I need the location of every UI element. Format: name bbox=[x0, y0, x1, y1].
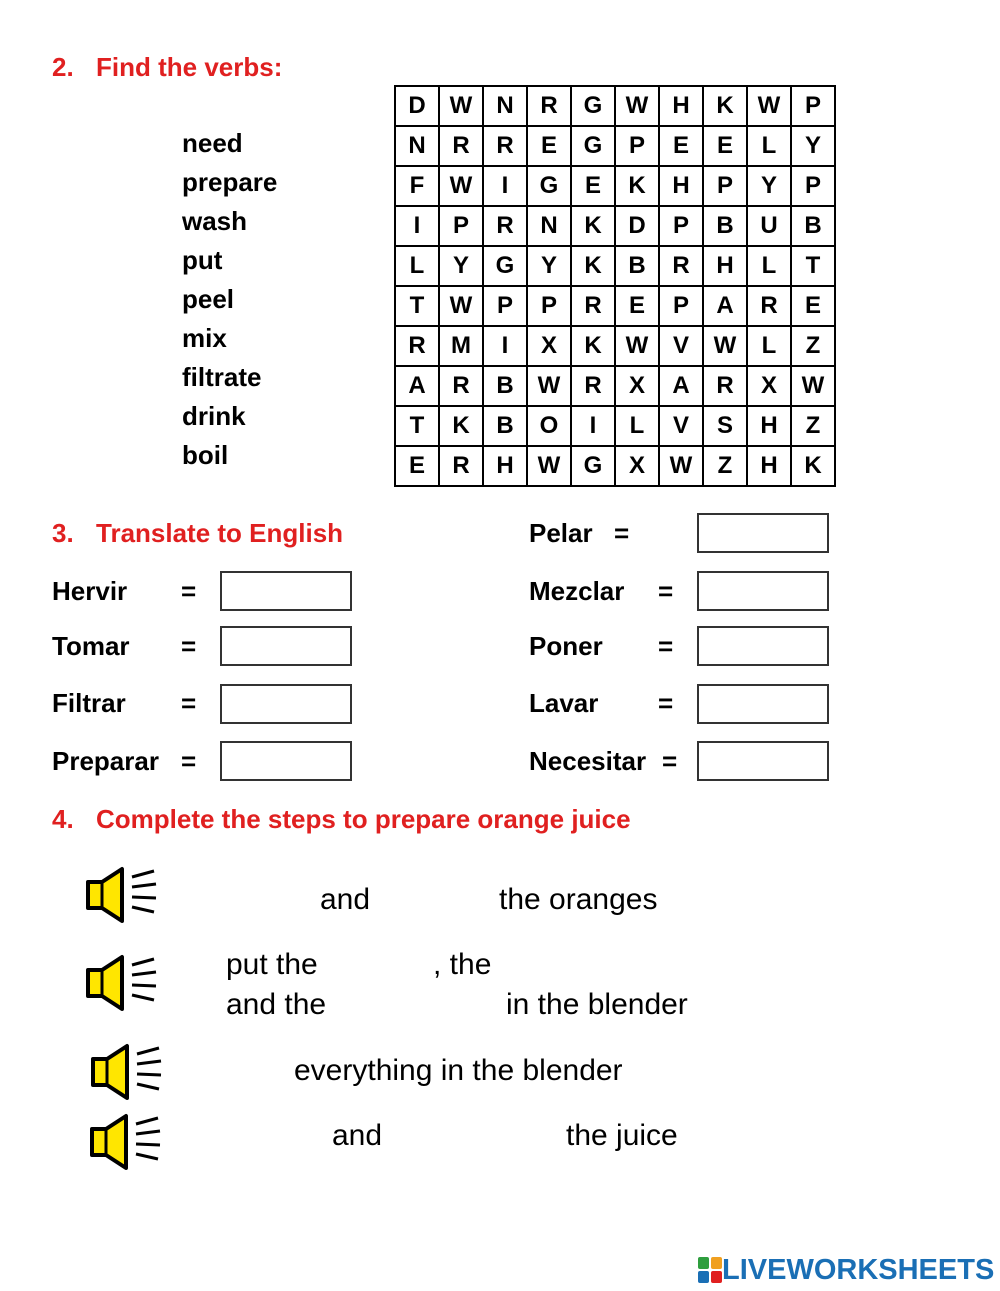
translate-label-necesitar: Necesitar bbox=[529, 746, 647, 776]
translate-label-tomar: Tomar bbox=[52, 631, 130, 661]
grid-row bbox=[395, 446, 835, 486]
grid-cell[interactable]: L bbox=[395, 246, 439, 286]
grid-cell[interactable]: T bbox=[395, 286, 439, 326]
grid-row bbox=[395, 206, 835, 246]
grid-cell[interactable]: E bbox=[615, 286, 659, 326]
grid-cell[interactable]: W bbox=[791, 366, 835, 406]
grid-cell[interactable]: E bbox=[571, 166, 615, 206]
grid-cell[interactable]: N bbox=[483, 86, 527, 126]
step-1-text-b: the oranges bbox=[499, 883, 658, 916]
verb-word: prepare bbox=[182, 167, 278, 197]
grid-cell[interactable]: W bbox=[439, 286, 483, 326]
grid-row bbox=[395, 166, 835, 206]
speaker-icon[interactable] bbox=[84, 865, 160, 925]
grid-cell[interactable]: K bbox=[703, 86, 747, 126]
grid-cell[interactable]: L bbox=[747, 246, 791, 286]
grid-cell[interactable]: E bbox=[703, 126, 747, 166]
answer-box-filtrar[interactable] bbox=[220, 684, 352, 724]
grid-cell[interactable]: H bbox=[483, 446, 527, 486]
step-2-text-a: put the bbox=[226, 948, 318, 981]
grid-cell[interactable]: Z bbox=[703, 446, 747, 486]
equals-sign: = bbox=[181, 688, 197, 718]
grid-cell[interactable]: X bbox=[747, 366, 791, 406]
grid-cell[interactable]: T bbox=[395, 406, 439, 446]
grid-cell[interactable]: F bbox=[395, 166, 439, 206]
verb-list bbox=[182, 124, 277, 475]
grid-cell[interactable]: O bbox=[527, 406, 571, 446]
grid-cell[interactable]: D bbox=[615, 206, 659, 246]
grid-cell[interactable]: X bbox=[527, 326, 571, 366]
grid-cell[interactable]: L bbox=[747, 326, 791, 366]
answer-box-necesitar[interactable] bbox=[697, 741, 829, 781]
step-2-text-b: , the bbox=[433, 948, 492, 981]
grid-cell[interactable]: H bbox=[747, 406, 791, 446]
equals-sign: = bbox=[658, 688, 674, 718]
grid-cell[interactable]: W bbox=[439, 86, 483, 126]
grid-cell[interactable]: R bbox=[747, 286, 791, 326]
answer-box-pelar[interactable] bbox=[697, 513, 829, 553]
grid-cell[interactable]: R bbox=[527, 86, 571, 126]
verb-word: boil bbox=[182, 440, 229, 470]
speaker-icon[interactable] bbox=[84, 953, 160, 1013]
equals-sign: = bbox=[181, 746, 197, 776]
grid-cell[interactable]: G bbox=[483, 246, 527, 286]
verb-word: mix bbox=[182, 323, 227, 353]
word-search-grid[interactable] bbox=[394, 85, 836, 487]
section-3-heading bbox=[52, 518, 343, 549]
grid-cell[interactable]: D bbox=[395, 86, 439, 126]
grid-cell[interactable]: K bbox=[439, 406, 483, 446]
grid-cell[interactable]: K bbox=[791, 446, 835, 486]
grid-cell[interactable]: B bbox=[791, 206, 835, 246]
grid-cell[interactable]: A bbox=[659, 366, 703, 406]
grid-cell[interactable]: V bbox=[659, 326, 703, 366]
answer-box-tomar[interactable] bbox=[220, 626, 352, 666]
grid-cell[interactable]: I bbox=[395, 206, 439, 246]
answer-box-hervir[interactable] bbox=[220, 571, 352, 611]
step-4-text-b: the juice bbox=[566, 1119, 678, 1152]
verb-word: drink bbox=[182, 401, 246, 431]
step-2-text-d: in the blender bbox=[506, 988, 688, 1021]
translate-label-filtrar: Filtrar bbox=[52, 688, 126, 718]
equals-sign: = bbox=[181, 576, 197, 606]
grid-cell[interactable]: N bbox=[527, 206, 571, 246]
grid-cell[interactable]: X bbox=[615, 366, 659, 406]
grid-cell[interactable]: W bbox=[659, 446, 703, 486]
grid-row bbox=[395, 126, 835, 166]
verb-word: need bbox=[182, 128, 243, 158]
grid-cell[interactable]: R bbox=[571, 366, 615, 406]
grid-cell[interactable]: H bbox=[659, 86, 703, 126]
grid-cell[interactable]: M bbox=[439, 326, 483, 366]
equals-sign: = bbox=[658, 576, 674, 606]
grid-cell[interactable]: S bbox=[703, 406, 747, 446]
grid-cell[interactable]: Z bbox=[791, 326, 835, 366]
grid-cell[interactable]: E bbox=[791, 286, 835, 326]
equals-sign: = bbox=[662, 746, 678, 776]
grid-cell[interactable]: Y bbox=[527, 246, 571, 286]
grid-cell[interactable]: K bbox=[571, 206, 615, 246]
grid-row bbox=[395, 366, 835, 406]
grid-cell[interactable]: H bbox=[747, 446, 791, 486]
grid-cell[interactable]: E bbox=[395, 446, 439, 486]
translate-label-pelar: Pelar bbox=[529, 518, 593, 548]
verb-word: filtrate bbox=[182, 362, 262, 392]
grid-cell[interactable]: W bbox=[439, 166, 483, 206]
grid-cell[interactable]: G bbox=[571, 126, 615, 166]
grid-cell[interactable]: U bbox=[747, 206, 791, 246]
grid-cell[interactable]: E bbox=[659, 126, 703, 166]
grid-row bbox=[395, 406, 835, 446]
grid-cell[interactable]: I bbox=[571, 406, 615, 446]
grid-cell[interactable]: N bbox=[395, 126, 439, 166]
grid-cell[interactable]: W bbox=[527, 446, 571, 486]
answer-box-preparar[interactable] bbox=[220, 741, 352, 781]
grid-cell[interactable]: Z bbox=[791, 406, 835, 446]
grid-cell[interactable]: W bbox=[615, 326, 659, 366]
grid-cell[interactable]: P bbox=[791, 86, 835, 126]
grid-cell[interactable]: B bbox=[483, 406, 527, 446]
grid-row bbox=[395, 286, 835, 326]
section-3-title: Translate to English bbox=[96, 518, 344, 548]
grid-cell[interactable]: H bbox=[703, 246, 747, 286]
grid-cell[interactable]: P bbox=[527, 286, 571, 326]
liveworksheets-logo bbox=[698, 1254, 994, 1286]
grid-cell[interactable]: Y bbox=[791, 126, 835, 166]
grid-cell[interactable]: P bbox=[659, 286, 703, 326]
section-4-heading bbox=[52, 804, 631, 835]
grid-cell[interactable]: T bbox=[791, 246, 835, 286]
grid-cell[interactable]: B bbox=[703, 206, 747, 246]
answer-box-mezclar[interactable] bbox=[697, 571, 829, 611]
grid-cell[interactable]: K bbox=[571, 246, 615, 286]
grid-cell[interactable]: L bbox=[747, 126, 791, 166]
translate-label-hervir: Hervir bbox=[52, 576, 128, 606]
translate-label-lavar: Lavar bbox=[529, 688, 599, 718]
step-3-text-a: everything in the blender bbox=[294, 1054, 623, 1087]
grid-cell[interactable]: R bbox=[439, 126, 483, 166]
step-1-text-a: and bbox=[320, 883, 371, 916]
section-4-number: 4. bbox=[52, 804, 74, 834]
grid-row bbox=[395, 86, 835, 126]
grid-cell[interactable]: A bbox=[395, 366, 439, 406]
grid-cell[interactable]: P bbox=[439, 206, 483, 246]
grid-cell[interactable]: X bbox=[615, 446, 659, 486]
grid-cell[interactable]: R bbox=[571, 286, 615, 326]
grid-cell[interactable]: V bbox=[659, 406, 703, 446]
grid-cell[interactable]: B bbox=[615, 246, 659, 286]
speaker-icon[interactable] bbox=[89, 1042, 165, 1102]
grid-cell[interactable]: P bbox=[791, 166, 835, 206]
grid-cell[interactable]: G bbox=[571, 86, 615, 126]
grid-cell[interactable]: G bbox=[527, 166, 571, 206]
grid-cell[interactable]: P bbox=[615, 126, 659, 166]
equals-sign: = bbox=[181, 631, 197, 661]
grid-cell[interactable]: R bbox=[439, 446, 483, 486]
grid-cell[interactable]: P bbox=[483, 286, 527, 326]
section-3-number: 3. bbox=[52, 518, 74, 548]
grid-cell[interactable]: K bbox=[571, 326, 615, 366]
equals-sign: = bbox=[614, 518, 630, 548]
brand-name: LIVEWORKSHEETS bbox=[722, 1253, 995, 1286]
verb-word: wash bbox=[182, 206, 248, 236]
verb-word: peel bbox=[182, 284, 235, 314]
grid-row bbox=[395, 246, 835, 286]
grid-cell[interactable]: G bbox=[571, 446, 615, 486]
grid-cell[interactable]: R bbox=[483, 206, 527, 246]
grid-cell[interactable]: B bbox=[483, 366, 527, 406]
grid-cell[interactable]: Y bbox=[747, 166, 791, 206]
grid-cell[interactable]: R bbox=[703, 366, 747, 406]
verb-word: put bbox=[182, 245, 223, 275]
grid-cell[interactable]: K bbox=[615, 166, 659, 206]
grid-cell[interactable]: I bbox=[483, 166, 527, 206]
grid-cell[interactable]: W bbox=[615, 86, 659, 126]
translate-label-mezclar: Mezclar bbox=[529, 576, 625, 606]
grid-cell[interactable]: H bbox=[659, 166, 703, 206]
grid-cell[interactable]: Y bbox=[439, 246, 483, 286]
step-2-text-c: and the bbox=[226, 988, 327, 1021]
logo-mark-icon bbox=[698, 1257, 722, 1283]
section-2-number: 2. bbox=[52, 52, 74, 82]
grid-cell[interactable]: I bbox=[483, 326, 527, 366]
grid-cell[interactable]: A bbox=[703, 286, 747, 326]
grid-cell[interactable]: W bbox=[527, 366, 571, 406]
step-4-text-a: and bbox=[332, 1119, 383, 1152]
answer-box-lavar[interactable] bbox=[697, 684, 829, 724]
grid-row bbox=[395, 326, 835, 366]
grid-cell[interactable]: R bbox=[439, 366, 483, 406]
grid-cell[interactable]: R bbox=[659, 246, 703, 286]
section-4-title: Complete the steps to prepare orange juice bbox=[96, 804, 631, 834]
grid-cell[interactable]: R bbox=[483, 126, 527, 166]
grid-cell[interactable]: P bbox=[703, 166, 747, 206]
translate-label-preparar: Preparar bbox=[52, 746, 159, 776]
grid-cell[interactable]: L bbox=[615, 406, 659, 446]
grid-cell[interactable]: W bbox=[703, 326, 747, 366]
grid-cell[interactable]: E bbox=[527, 126, 571, 166]
grid-cell[interactable]: W bbox=[747, 86, 791, 126]
section-2-heading bbox=[52, 52, 282, 83]
section-2-title: Find the verbs: bbox=[96, 52, 283, 82]
equals-sign: = bbox=[658, 631, 674, 661]
translate-label-poner: Poner bbox=[529, 631, 603, 661]
speaker-icon[interactable] bbox=[88, 1112, 164, 1172]
grid-cell[interactable]: P bbox=[659, 206, 703, 246]
answer-box-poner[interactable] bbox=[697, 626, 829, 666]
grid-cell[interactable]: R bbox=[395, 326, 439, 366]
